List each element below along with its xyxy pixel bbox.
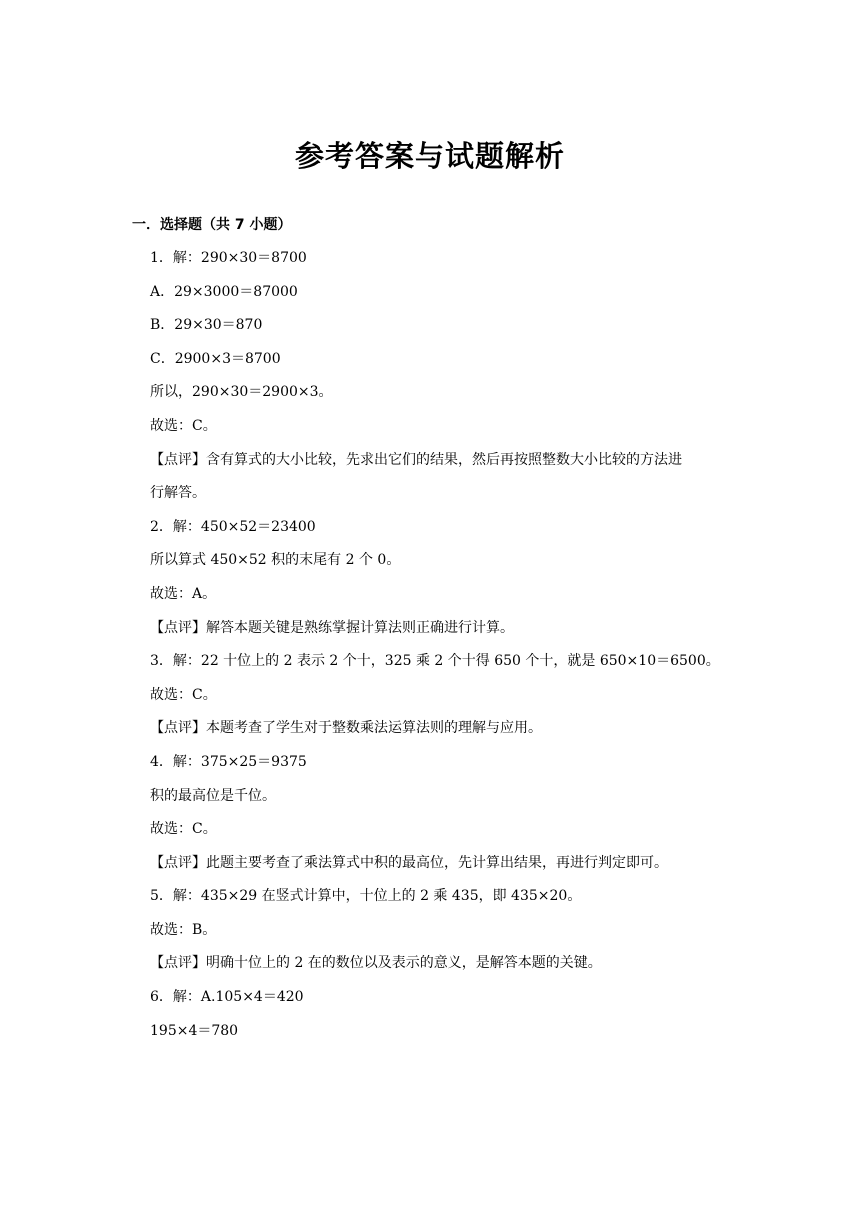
text-line: 1．解：290×30＝8700 bbox=[150, 250, 307, 266]
text-line: 3．解：22 十位上的 2 表示 2 个十，325 乘 2 个十得 650 个十，就是 650×10＝6500。 bbox=[150, 653, 720, 670]
text-line: 4．解：375×25＝9375 bbox=[150, 753, 307, 770]
text-line: A．29×3000＝87000 bbox=[150, 283, 298, 300]
text-line: 6．解：A.105×4＝420 bbox=[150, 989, 304, 1006]
text-line: 故选：A。 bbox=[150, 585, 217, 602]
text-line: B．29×30＝870 bbox=[150, 317, 263, 334]
section-heading: 一．选择题（共 7 小题） bbox=[132, 217, 292, 233]
comment-line: 【点评】含有算式的大小比较，先求出它们的结果，然后再按照整数大小比较的方法进 bbox=[150, 451, 682, 468]
text-line: 积的最高位是千位。 bbox=[150, 787, 276, 804]
text-line: 所以，290×30＝2900×3。 bbox=[150, 384, 333, 401]
text-line: 故选：C。 bbox=[150, 686, 217, 703]
text-line: 所以算式 450×52 积的末尾有 2 个 0。 bbox=[150, 552, 401, 569]
comment-line: 行解答。 bbox=[150, 485, 206, 502]
text-line: 故选：B。 bbox=[150, 921, 217, 938]
text-line: 5．解：435×29 在竖式计算中，十位上的 2 乘 435，即 435×20。 bbox=[150, 888, 582, 905]
text-line: 195×4＝780 bbox=[150, 1022, 239, 1039]
text-line: 2．解：450×52＝23400 bbox=[150, 518, 316, 535]
comment-line: 【点评】本题考查了学生对于整数乘法运算法则的理解与应用。 bbox=[150, 720, 542, 737]
text-line: 故选：C。 bbox=[150, 821, 217, 838]
page-title: 参考答案与试题解析 bbox=[294, 139, 565, 173]
comment-line: 【点评】明确十位上的 2 在的数位以及表示的意义，是解答本题的关键。 bbox=[150, 955, 602, 972]
comment-line: 【点评】此题主要考查了乘法算式中积的最高位，先计算出结果，再进行判定即可。 bbox=[150, 854, 668, 871]
answer-lines bbox=[150, 247, 750, 1053]
text-line: 故选：C。 bbox=[150, 417, 217, 434]
text-line: C．2900×3＝8700 bbox=[150, 350, 281, 367]
comment-line: 【点评】解答本题关键是熟练掌握计算法则正确进行计算。 bbox=[150, 619, 514, 636]
